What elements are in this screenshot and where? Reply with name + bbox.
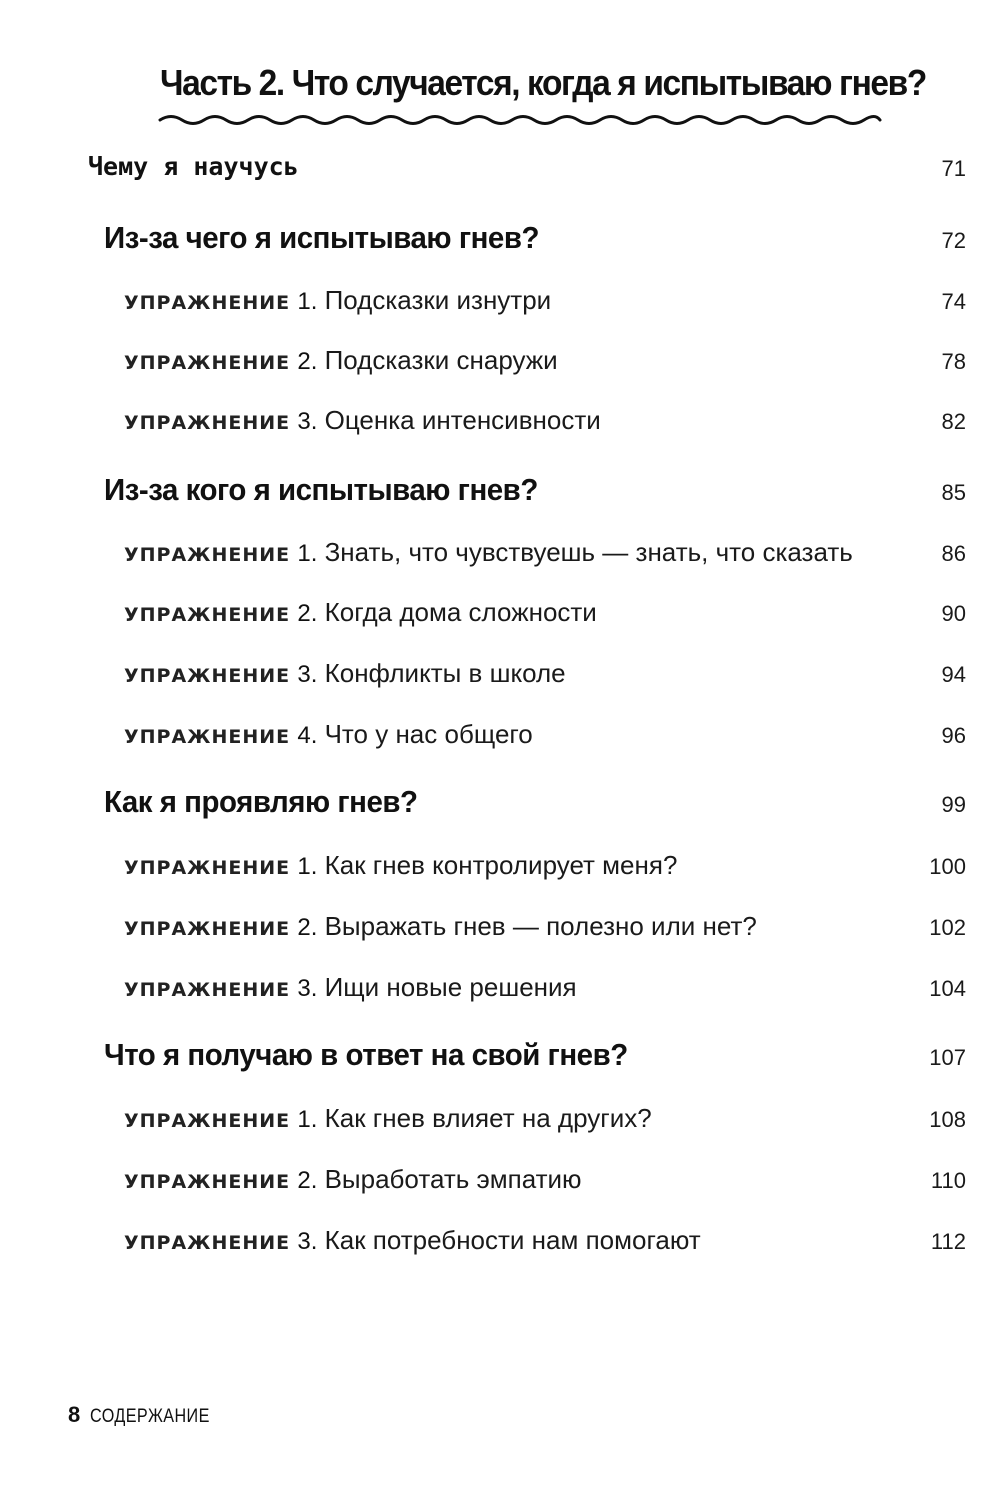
toc-page-number: 72 <box>941 228 966 253</box>
toc-section-row[interactable] <box>0 784 1000 824</box>
toc-exercise-label <box>124 345 558 376</box>
toc-page-number: 112 <box>930 1229 966 1254</box>
exercise-title: Подсказки изнутри <box>324 285 552 315</box>
exercise-number: 2. <box>297 600 318 627</box>
exercise-number: 2. <box>297 914 318 941</box>
exercise-title: Подсказки снаружи <box>324 345 558 375</box>
exercise-prefix: УПРАЖНЕНИЕ <box>124 1232 291 1254</box>
footer-page-number: 8 <box>68 1402 81 1427</box>
toc-page-number: 82 <box>941 409 966 434</box>
toc-section-row[interactable] <box>0 220 1000 260</box>
exercise-prefix: УПРАЖНЕНИЕ <box>124 1110 291 1132</box>
toc-page-number: 86 <box>941 541 966 566</box>
toc-section-title: Из-за чего я испытываю гнев? <box>104 220 539 255</box>
toc-page-number: 74 <box>941 289 966 314</box>
exercise-prefix: УПРАЖНЕНИЕ <box>124 1171 291 1193</box>
exercise-title: Конфликты в школе <box>324 658 566 688</box>
toc-exercise-row[interactable] <box>0 911 1000 951</box>
exercise-title: Оценка интенсивности <box>324 405 601 435</box>
exercise-prefix: УПРАЖНЕНИЕ <box>124 857 291 879</box>
toc-page-number: 96 <box>941 723 966 748</box>
toc-intro-row[interactable] <box>0 152 1000 192</box>
toc-exercise-row[interactable] <box>0 345 1000 385</box>
exercise-title: Как гнев контролирует меня? <box>324 850 678 880</box>
toc-exercise-row[interactable] <box>0 1225 1000 1265</box>
toc-page-number: 78 <box>941 349 966 374</box>
exercise-number: 4. <box>297 722 318 749</box>
toc-page-number: 107 <box>929 1045 966 1070</box>
toc-page-number: 90 <box>941 601 966 626</box>
toc-exercise-label <box>124 285 551 316</box>
exercise-number: 1. <box>297 1106 318 1133</box>
toc-page-number: 71 <box>941 156 966 181</box>
toc-page-number: 108 <box>929 1107 966 1132</box>
exercise-number: 1. <box>297 540 318 567</box>
exercise-number: 3. <box>297 408 318 435</box>
toc-page-number: 102 <box>929 915 966 940</box>
toc-section-title: Как я проявляю гнев? <box>104 784 418 819</box>
exercise-number: 3. <box>297 975 318 1002</box>
exercise-title: Как потребности нам помогают <box>324 1225 701 1255</box>
exercise-title: Что у нас общего <box>324 719 533 749</box>
toc-page-number: 99 <box>941 792 966 817</box>
wavy-underline <box>158 108 882 132</box>
part-title: Часть 2. Что случается, когда я испытываю гнев? <box>160 62 926 103</box>
toc-exercise-label <box>124 597 597 628</box>
toc-exercise-label <box>124 1103 652 1134</box>
toc-exercise-label <box>124 1225 701 1256</box>
toc-exercise-label <box>124 537 853 568</box>
toc-section-title: Из-за кого я испытываю гнев? <box>104 472 538 507</box>
exercise-prefix: УПРАЖНЕНИЕ <box>124 352 291 374</box>
toc-exercise-row[interactable] <box>0 850 1000 890</box>
toc-page-number: 85 <box>941 480 966 505</box>
toc-section-title: Что я получаю в ответ на свой гнев? <box>104 1037 628 1072</box>
footer-label: СОДЕРЖАНИЕ <box>90 1406 211 1427</box>
exercise-prefix: УПРАЖНЕНИЕ <box>124 544 291 566</box>
toc-intro-label: Чему я научусь <box>88 152 299 181</box>
toc-exercise-row[interactable] <box>0 1103 1000 1143</box>
toc-exercise-label <box>124 911 757 942</box>
exercise-number: 1. <box>297 288 318 315</box>
toc-page-number: 110 <box>930 1168 966 1193</box>
exercise-title: Знать, что чувствуешь — знать, что сказать <box>324 537 853 567</box>
exercise-number: 3. <box>297 1228 318 1255</box>
toc-exercise-row[interactable] <box>0 537 1000 577</box>
toc-exercise-label <box>124 972 577 1003</box>
toc-page-number: 104 <box>929 976 966 1001</box>
toc-exercise-label <box>124 1164 582 1195</box>
exercise-prefix: УПРАЖНЕНИЕ <box>124 292 291 314</box>
toc-exercise-row[interactable] <box>0 719 1000 759</box>
exercise-number: 2. <box>297 1167 318 1194</box>
exercise-prefix: УПРАЖНЕНИЕ <box>124 979 291 1001</box>
toc-page-number: 94 <box>941 662 966 687</box>
toc-exercise-label <box>124 405 601 436</box>
toc-exercise-row[interactable] <box>0 658 1000 698</box>
toc-exercise-row[interactable] <box>0 972 1000 1012</box>
page-footer <box>68 1402 231 1428</box>
toc-exercise-label <box>124 658 566 689</box>
toc-exercise-label <box>124 850 677 881</box>
exercise-number: 1. <box>297 853 318 880</box>
toc-page-number: 100 <box>929 854 966 879</box>
exercise-number: 3. <box>297 661 318 688</box>
exercise-title: Когда дома сложности <box>324 597 597 627</box>
exercise-prefix: УПРАЖНЕНИЕ <box>124 726 291 748</box>
exercise-prefix: УПРАЖНЕНИЕ <box>124 918 291 940</box>
exercise-prefix: УПРАЖНЕНИЕ <box>124 665 291 687</box>
toc-exercise-row[interactable] <box>0 1164 1000 1204</box>
exercise-title: Выражать гнев — полезно или нет? <box>324 911 757 941</box>
toc-exercise-label <box>124 719 533 750</box>
exercise-prefix: УПРАЖНЕНИЕ <box>124 412 291 434</box>
exercise-title: Выработать эмпатию <box>324 1164 582 1194</box>
toc-section-row[interactable] <box>0 1037 1000 1077</box>
toc-exercise-row[interactable] <box>0 285 1000 325</box>
wavy-underline-path <box>160 117 880 124</box>
toc-exercise-row[interactable] <box>0 597 1000 637</box>
toc-exercise-row[interactable] <box>0 405 1000 445</box>
exercise-title: Ищи новые решения <box>324 972 577 1002</box>
exercise-prefix: УПРАЖНЕНИЕ <box>124 604 291 626</box>
toc-section-row[interactable] <box>0 472 1000 512</box>
exercise-title: Как гнев влияет на других? <box>324 1103 652 1133</box>
exercise-number: 2. <box>297 348 318 375</box>
